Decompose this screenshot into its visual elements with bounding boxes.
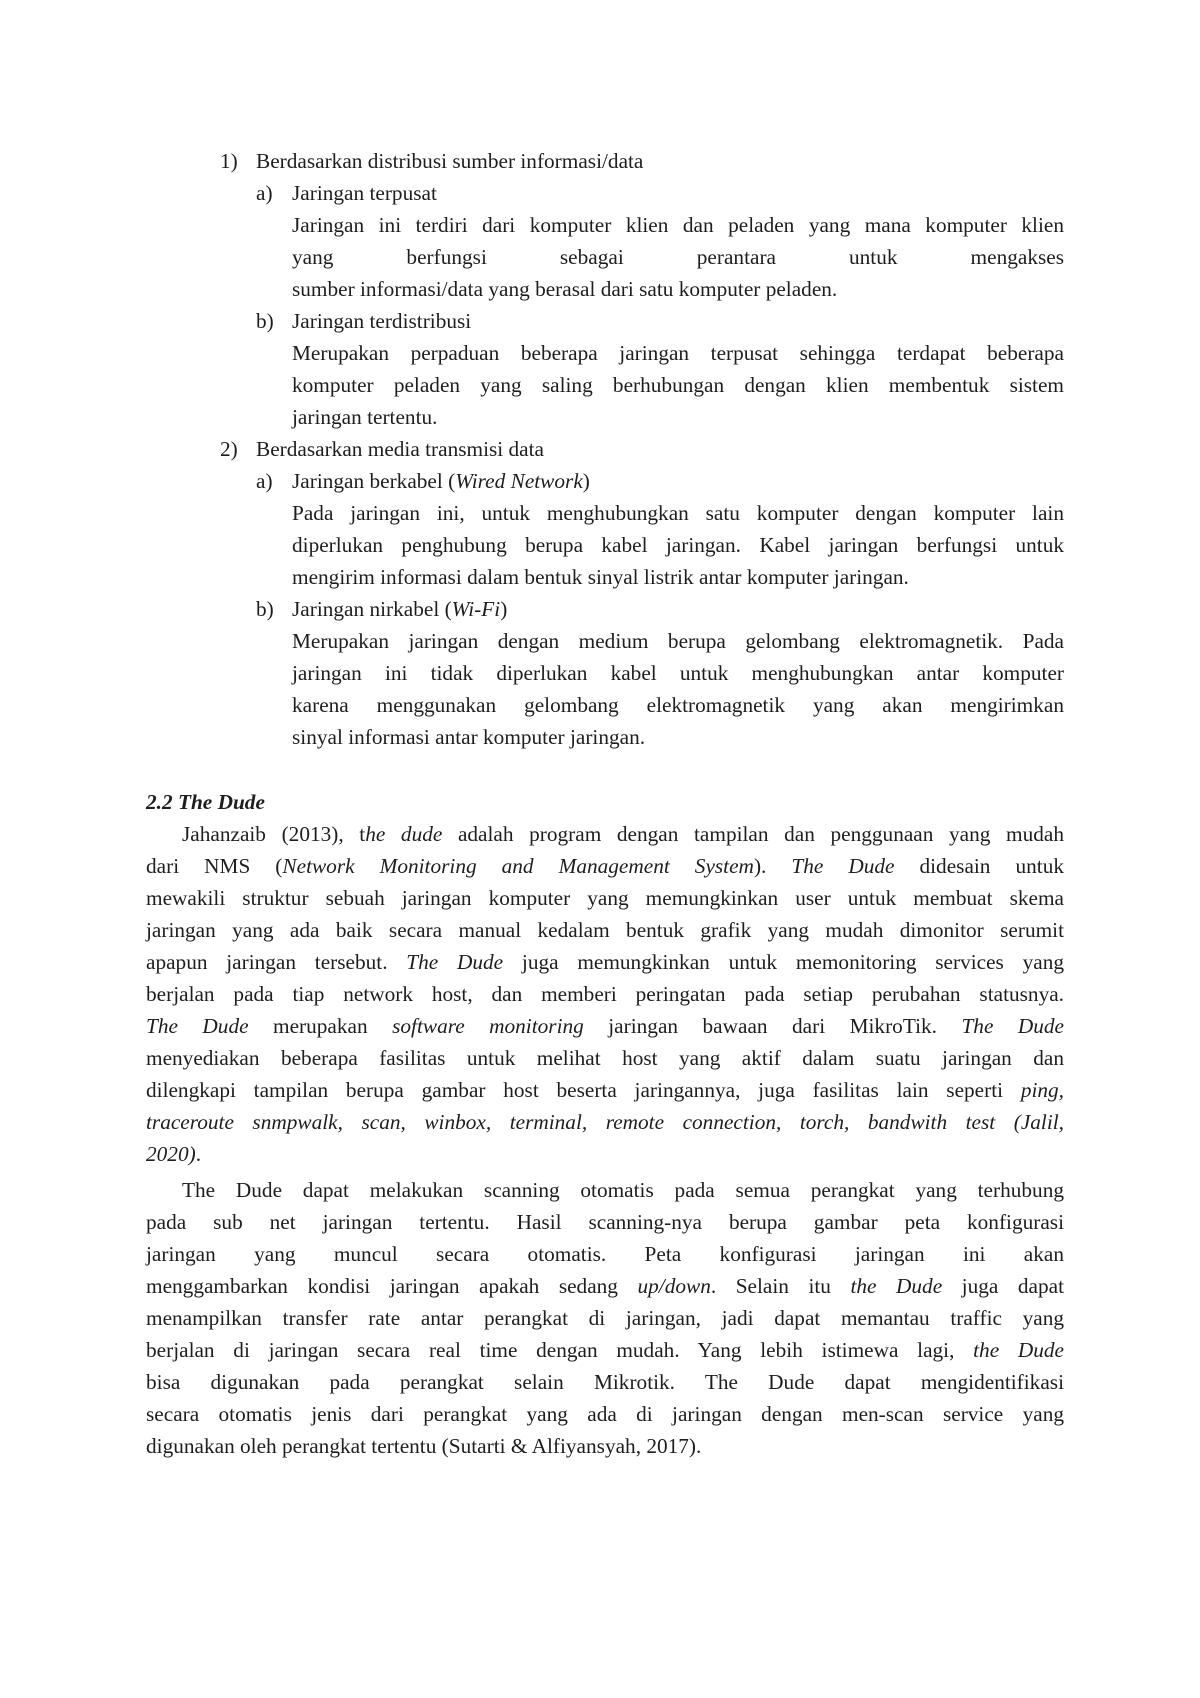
sublist-body-1b: [292, 337, 1064, 433]
sublist-body-1a: [292, 209, 1064, 305]
body-line: berjalan pada tiap network host, dan memberi peringatan pada setiap perubahan statusnya.: [146, 982, 1064, 1006]
body-line: bisa digunakan pada perangkat selain Mikrotik. The Dude dapat mengidentifikasi: [146, 1370, 1064, 1394]
paragraph-1: [146, 818, 1064, 1170]
body-line: mewakili struktur sebuah jaringan komputer yang memungkinkan user untuk membuat skema: [146, 886, 1064, 910]
body-line: berjalan di jaringan secara real time dengan mudah. Yang lebih istimewa lagi, the Dude: [146, 1338, 1064, 1362]
list-number-2: 2): [220, 437, 238, 461]
body-line: dari NMS (Network Monitoring and Management System). The Dude didesain untuk: [146, 854, 1064, 878]
body-line: sumber informasi/data yang berasal dari satu komputer peladen.: [292, 277, 838, 301]
body-line: traceroute snmpwalk, scan, winbox, terminal, remote connection, torch, bandwith test (Jalil,: [146, 1110, 1064, 1134]
body-line: karena menggunakan gelombang elektromagnetik yang akan mengirimkan: [292, 693, 1064, 717]
section-heading: 2.2 The Dude: [146, 790, 265, 814]
body-line: Merupakan jaringan dengan medium berupa gelombang elektromagnetik. Pada: [292, 629, 1064, 653]
list-item-1-label: Berdasarkan distribusi sumber informasi/data: [256, 149, 644, 173]
body-line: apapun jaringan tersebut. The Dude juga memungkinkan untuk memonitoring services yang: [146, 950, 1064, 974]
body-line: dilengkapi tampilan berupa gambar host beserta jaringannya, juga fasilitas lain seperti ping,: [146, 1078, 1064, 1102]
body-line: mengirim informasi dalam bentuk sinyal listrik antar komputer jaringan.: [292, 565, 909, 589]
body-line: yang berfungsi sebagai perantara untuk mengakses: [292, 245, 1064, 269]
body-line: menyediakan beberapa fasilitas untuk melihat host yang aktif dalam suatu jaringan dan: [146, 1046, 1064, 1070]
sublist-letter-2a: a): [256, 469, 273, 493]
sublist-letter-2b: b): [256, 597, 274, 621]
list-number-1: 1): [220, 149, 238, 173]
paragraph-2: [146, 1174, 1064, 1462]
body-line: menampilkan transfer rate antar perangkat di jaringan, jadi dapat memantau traffic yang: [146, 1306, 1064, 1330]
body-line: jaringan yang ada baik secara manual kedalam bentuk grafik yang mudah dimonitor serumit: [146, 918, 1064, 942]
body-line: jaringan yang muncul secara otomatis. Peta konfigurasi jaringan ini akan: [146, 1242, 1064, 1266]
body-line: secara otomatis jenis dari perangkat yang ada di jaringan dengan men-scan service yang: [146, 1402, 1064, 1426]
body-line: digunakan oleh perangkat tertentu (Sutarti & Alfiyansyah, 2017).: [146, 1434, 702, 1458]
body-line: Pada jaringan ini, untuk menghubungkan satu komputer dengan komputer lain: [292, 501, 1064, 525]
sublist-body-2b: [292, 625, 1064, 753]
body-line: pada sub net jaringan tertentu. Hasil scanning-nya berupa gambar peta konfigurasi: [146, 1210, 1064, 1234]
sublist-title-2b: Jaringan nirkabel (Wi-Fi): [292, 597, 508, 621]
body-line: jaringan tertentu.: [292, 405, 438, 429]
body-line: komputer peladen yang saling berhubungan dengan klien membentuk sistem: [292, 373, 1064, 397]
section-heading-wrap: [146, 786, 265, 818]
list-item-2-label: Berdasarkan media transmisi data: [256, 437, 544, 461]
body-line: Merupakan perpaduan beberapa jaringan terpusat sehingga terdapat beberapa: [292, 341, 1064, 365]
body-line: diperlukan penghubung berupa kabel jaringan. Kabel jaringan berfungsi untuk: [292, 533, 1064, 557]
body-line: sinyal informasi antar komputer jaringan.: [292, 725, 646, 749]
sublist-title-1a: Jaringan terpusat: [292, 181, 437, 205]
sublist-letter-1b: b): [256, 309, 274, 333]
sublist-title-2a: Jaringan berkabel (Wired Network): [292, 469, 590, 493]
body-line: 2020).: [146, 1142, 202, 1166]
sublist-title-1b: Jaringan terdistribusi: [292, 309, 472, 333]
sublist-body-2a: [292, 497, 1064, 593]
body-line: The Dude merupakan software monitoring jaringan bawaan dari MikroTik. The Dude: [146, 1014, 1064, 1038]
body-line: Jahanzaib (2013), the dude adalah program dengan tampilan dan penggunaan yang mudah: [182, 822, 1064, 846]
body-line: jaringan ini tidak diperlukan kabel untuk menghubungkan antar komputer: [292, 661, 1064, 685]
body-line: menggambarkan kondisi jaringan apakah sedang up/down. Selain itu the Dude juga dapat: [146, 1274, 1064, 1298]
sublist-letter-1a: a): [256, 181, 273, 205]
body-line: Jaringan ini terdiri dari komputer klien dan peladen yang mana komputer klien: [292, 213, 1064, 237]
body-line: The Dude dapat melakukan scanning otomatis pada semua perangkat yang terhubung: [182, 1178, 1064, 1202]
